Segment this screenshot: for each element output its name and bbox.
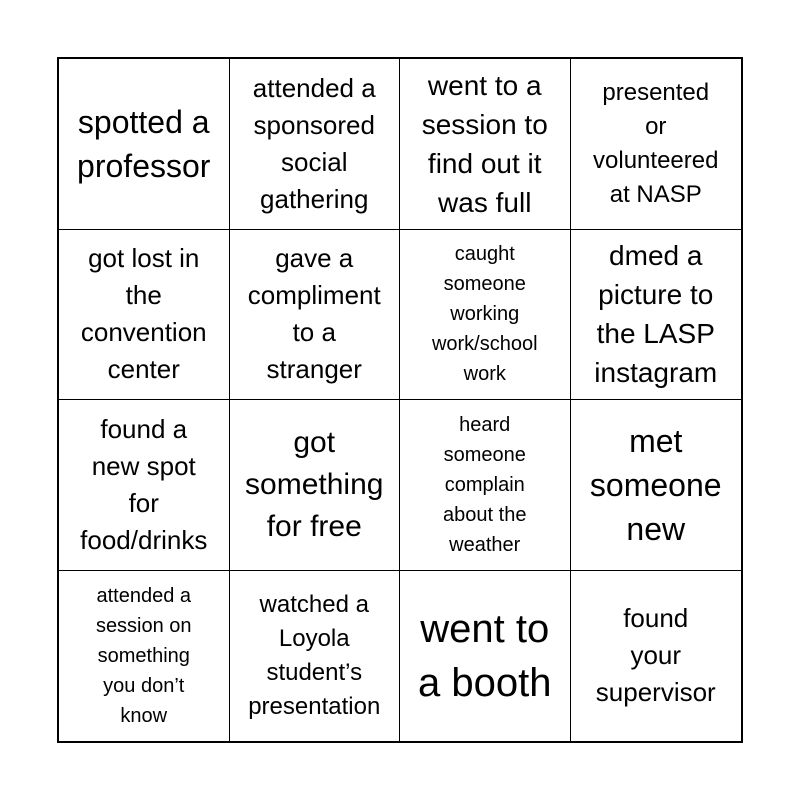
cell-text: gave a compliment to a stranger bbox=[247, 243, 381, 385]
cell-text: attended a session on something you don’t know bbox=[95, 584, 192, 727]
bingo-cell[interactable] bbox=[59, 571, 230, 742]
cell-text: heard someone complain about the weather bbox=[443, 413, 527, 556]
bingo-cell[interactable] bbox=[230, 571, 401, 742]
bingo-board bbox=[57, 57, 743, 743]
bingo-cell[interactable] bbox=[571, 571, 742, 742]
cell-text: went to a session to find out it was full bbox=[421, 69, 548, 218]
cell-text: got something for free bbox=[245, 425, 384, 543]
bingo-cell[interactable] bbox=[400, 571, 571, 742]
cell-text: watched a Loyola student’s presentation bbox=[248, 590, 381, 720]
bingo-cell[interactable] bbox=[59, 400, 230, 571]
bingo-cell[interactable] bbox=[400, 59, 571, 230]
bingo-cell[interactable] bbox=[59, 59, 230, 230]
bingo-cell[interactable] bbox=[400, 400, 571, 571]
cell-text: presented or volunteered at NASP bbox=[593, 78, 719, 208]
bingo-cell[interactable] bbox=[59, 230, 230, 401]
bingo-cell[interactable] bbox=[400, 230, 571, 401]
cell-text: dmed a picture to the LASP instagram bbox=[594, 240, 718, 389]
bingo-cell[interactable] bbox=[571, 400, 742, 571]
cell-text: got lost in the convention center bbox=[80, 243, 207, 385]
cell-text: spotted a professor bbox=[77, 103, 211, 184]
bingo-cell[interactable] bbox=[230, 59, 401, 230]
cell-text: attended a sponsored social gathering bbox=[252, 72, 376, 214]
bingo-cell[interactable] bbox=[230, 400, 401, 571]
cell-text: found your supervisor bbox=[595, 603, 716, 708]
bingo-cell[interactable] bbox=[230, 230, 401, 401]
cell-text: caught someone working work/school work bbox=[431, 243, 538, 386]
cell-text: found a new spot for food/drinks bbox=[80, 413, 208, 555]
cell-text: met someone new bbox=[589, 422, 722, 547]
cell-text: went to a booth bbox=[418, 606, 552, 705]
bingo-cell[interactable] bbox=[571, 230, 742, 401]
bingo-cell[interactable] bbox=[571, 59, 742, 230]
